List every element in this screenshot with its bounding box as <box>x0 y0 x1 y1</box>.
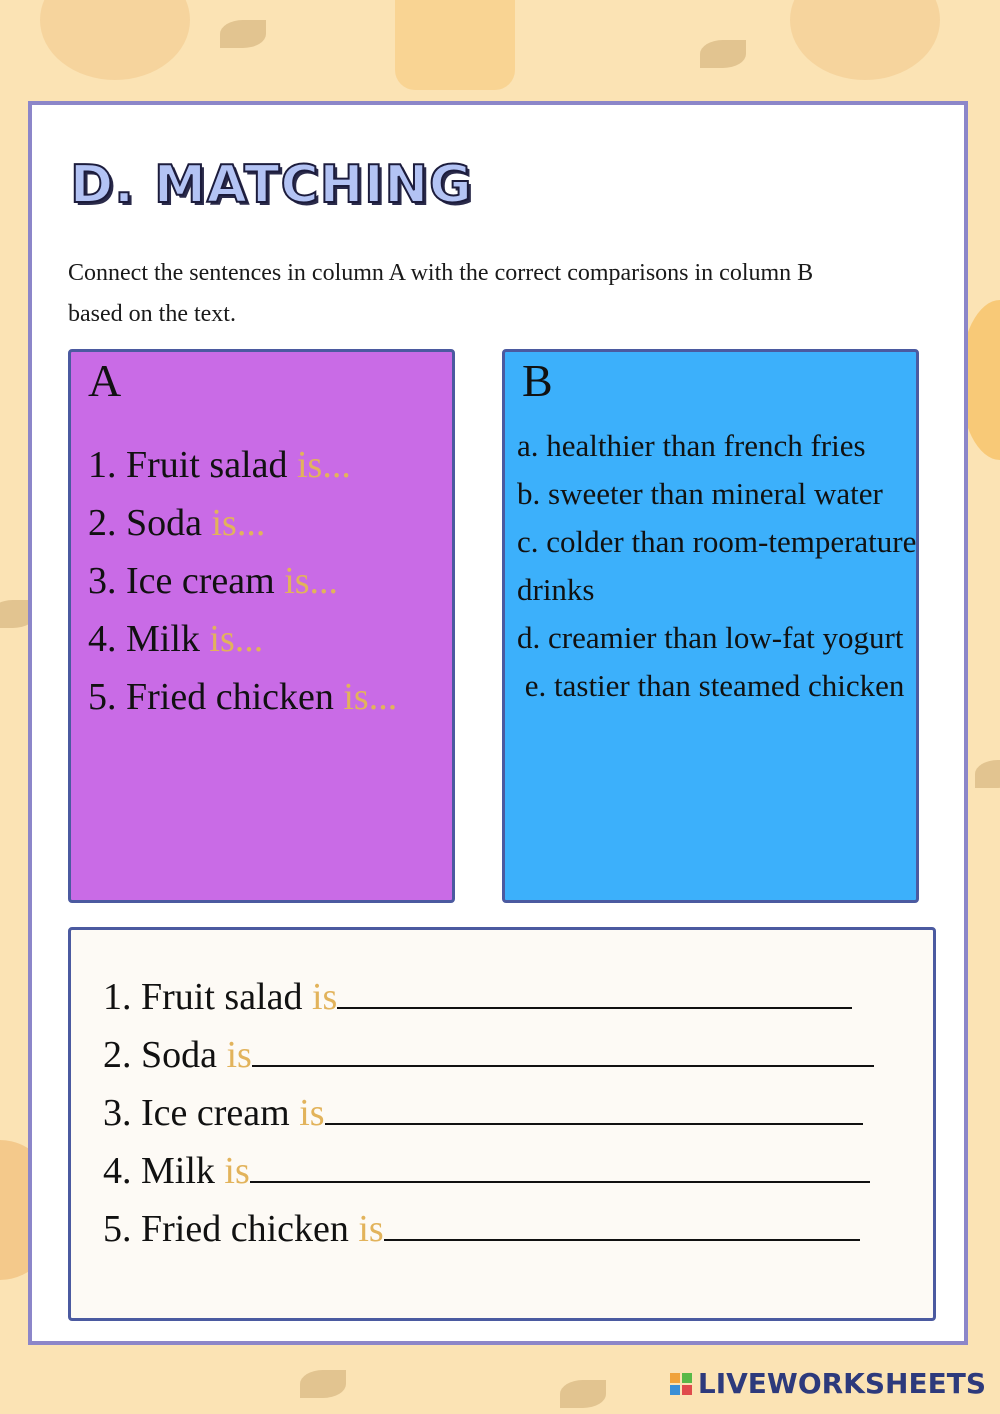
column-b-list <box>517 422 917 710</box>
worksheet-title: D. MATCHING <box>70 155 473 215</box>
column-b-box <box>502 349 919 903</box>
column-b-heading: B <box>522 355 553 406</box>
leaf-decoration <box>560 1380 606 1408</box>
column-a-heading: A <box>88 355 122 406</box>
answer-row: 5. Fried chicken is <box>103 1200 874 1258</box>
column-b-item[interactable]: a. healthier than french fries <box>517 428 866 463</box>
column-b-item[interactable]: e. tastier than steamed chicken <box>517 668 905 703</box>
column-a-list <box>88 436 397 726</box>
worksheet-card <box>28 101 968 1345</box>
answer-box <box>68 927 936 1321</box>
logo-grid-icon <box>670 1373 692 1395</box>
column-a-item[interactable]: 3. Ice cream is... <box>88 560 339 602</box>
answer-list <box>103 968 874 1258</box>
leaf-decoration <box>300 1370 346 1398</box>
cupcake-decoration <box>40 0 190 80</box>
leaf-decoration <box>975 760 1000 788</box>
answer-blank-field[interactable] <box>337 977 852 1009</box>
answer-blank-field[interactable] <box>325 1093 863 1125</box>
answer-blank-field[interactable] <box>384 1209 860 1241</box>
column-b-item[interactable]: b. sweeter than mineral water <box>517 476 883 511</box>
liveworksheets-logo <box>670 1367 986 1400</box>
column-a-item[interactable]: 4. Milk is... <box>88 618 264 660</box>
column-a-item[interactable]: 2. Soda is... <box>88 502 266 544</box>
column-b-item[interactable]: c. colder than room-temperature drinks <box>517 524 917 607</box>
cupcake-decoration <box>790 0 940 80</box>
column-b-item[interactable]: d. creamier than low-fat yogurt <box>517 620 904 655</box>
answer-row: 1. Fruit salad is <box>103 968 874 1026</box>
jar-decoration <box>395 0 515 90</box>
column-a-box <box>68 349 455 903</box>
leaf-decoration <box>220 20 266 48</box>
answer-row: 3. Ice cream is <box>103 1084 874 1142</box>
instructions-text: Connect the sentences in column A with the correct comparisons in column B based on the text. <box>68 260 814 327</box>
answer-row: 2. Soda is <box>103 1026 874 1084</box>
answer-blank-field[interactable] <box>250 1151 870 1183</box>
answer-blank-field[interactable] <box>252 1035 874 1067</box>
logo-text: LIVEWORKSHEETS <box>697 1367 986 1400</box>
column-a-item[interactable]: 5. Fried chicken is... <box>88 676 398 718</box>
leaf-decoration <box>700 40 746 68</box>
column-a-item[interactable]: 1. Fruit salad is... <box>88 444 351 486</box>
answer-row: 4. Milk is <box>103 1142 874 1200</box>
